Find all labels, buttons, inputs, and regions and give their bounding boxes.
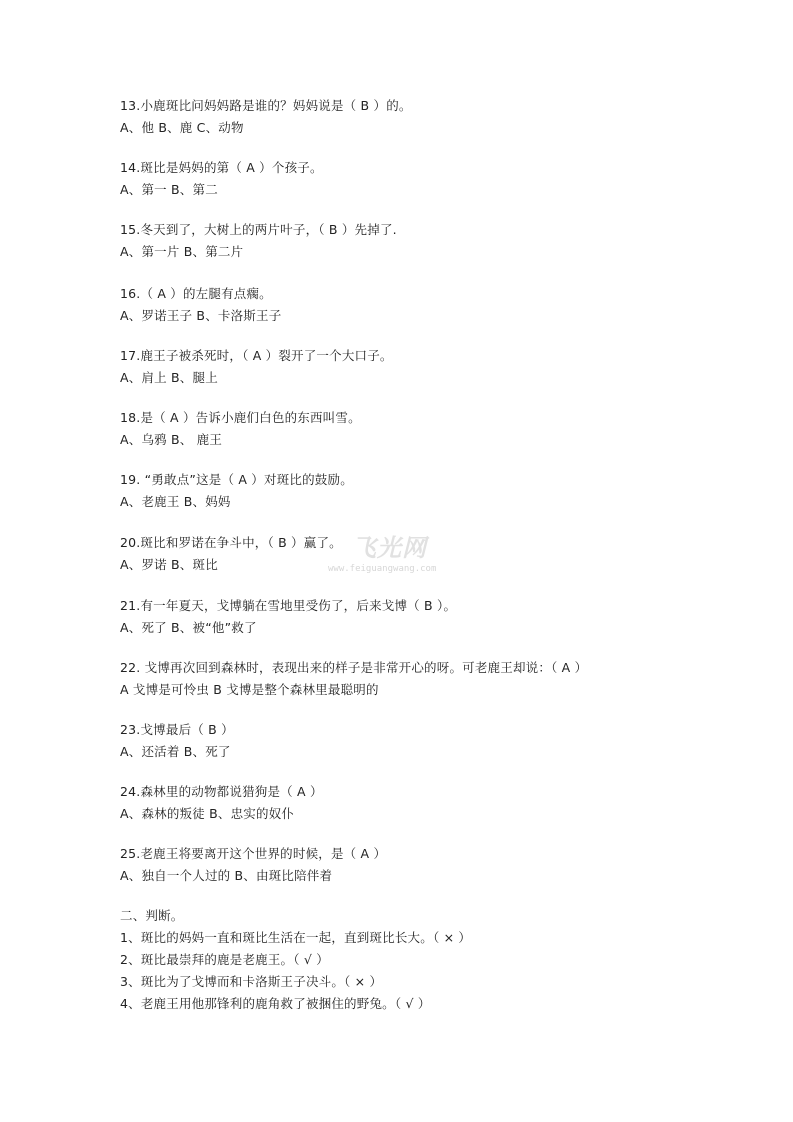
question-22 bbox=[120, 657, 680, 701]
question-17 bbox=[120, 345, 680, 389]
judgment-item: 4、老鹿王用他那锋利的鹿角救了被捆住的野兔。（ √ ） bbox=[120, 996, 431, 1011]
judgment-section bbox=[120, 905, 680, 1015]
question-text: 15.冬天到了，大树上的两片叶子，（ B ）先掉了. bbox=[120, 222, 397, 237]
question-text: 22. 戈博再次回到森林时，表现出来的样子是非常开心的呀。可老鹿王却说：（ A ） bbox=[120, 660, 588, 675]
question-25 bbox=[120, 843, 680, 887]
question-23 bbox=[120, 719, 680, 763]
question-text: 16.（ A ）的左腿有点瘸。 bbox=[120, 286, 272, 301]
question-13 bbox=[120, 95, 680, 139]
question-text: 24.森林里的动物都说猎狗是（ A ） bbox=[120, 784, 323, 799]
question-21 bbox=[120, 595, 680, 639]
question-options: A、肩上 B、腿上 bbox=[120, 370, 218, 385]
question-16 bbox=[120, 283, 680, 327]
question-text: 20.斑比和罗诺在争斗中，（ B ）赢了。 bbox=[120, 535, 342, 550]
question-text: 18.是（ A ）告诉小鹿们白色的东西叫雪。 bbox=[120, 410, 361, 425]
question-options: A、第一 B、第二 bbox=[120, 182, 218, 197]
question-text: 23.戈博最后（ B ） bbox=[120, 722, 234, 737]
question-options: A、死了 B、被“他”救了 bbox=[120, 620, 257, 635]
question-24 bbox=[120, 781, 680, 825]
watermark bbox=[328, 528, 468, 584]
question-options: A、罗诺王子 B、卡洛斯王子 bbox=[120, 308, 282, 323]
question-text: 13.小鹿斑比问妈妈路是谁的？妈妈说是（ B ）的。 bbox=[120, 98, 412, 113]
question-text: 14.斑比是妈妈的第（ A ）个孩子。 bbox=[120, 160, 323, 175]
question-19 bbox=[120, 469, 680, 513]
question-options: A、森林的叛徒 B、忠实的奴仆 bbox=[120, 806, 295, 821]
watermark-url: www.feiguangwang.com bbox=[328, 564, 437, 574]
question-options: A、还活着 B、死了 bbox=[120, 744, 231, 759]
section-heading: 二、判断。 bbox=[120, 908, 184, 923]
question-15 bbox=[120, 219, 680, 263]
judgment-item: 1、斑比的妈妈一直和斑比生活在一起，直到斑比长大。（ × ） bbox=[120, 930, 472, 945]
question-options: A、乌鸦 B、 鹿王 bbox=[120, 432, 223, 447]
judgment-item: 2、斑比最崇拜的鹿是老鹿王。（ √ ） bbox=[120, 952, 329, 967]
question-14 bbox=[120, 157, 680, 201]
question-text: 21.有一年夏天，戈博躺在雪地里受伤了，后来戈博（ B ）。 bbox=[120, 598, 457, 613]
question-options: A、独自一个人过的 B、由斑比陪伴着 bbox=[120, 868, 333, 883]
question-options: A、他 B、鹿 C、动物 bbox=[120, 120, 244, 135]
question-text: 17.鹿王子被杀死时，（ A ）裂开了一个大口子。 bbox=[120, 348, 393, 363]
question-options: A、第一片 B、第二片 bbox=[120, 244, 244, 259]
question-options: A、罗诺 B、斑比 bbox=[120, 557, 218, 572]
question-text: 19. “勇敢点”这是（ A ）对斑比的鼓励。 bbox=[120, 472, 353, 487]
question-text: 25.老鹿王将要离开这个世界的时候，是（ A ） bbox=[120, 846, 387, 861]
question-options: A、老鹿王 B、妈妈 bbox=[120, 494, 231, 509]
question-18 bbox=[120, 407, 680, 451]
watermark-logo: 飞光网 bbox=[352, 534, 427, 562]
question-options: A 戈博是可怜虫 B 戈博是整个森林里最聪明的 bbox=[120, 682, 379, 697]
judgment-item: 3、斑比为了戈博而和卡洛斯王子决斗。（ × ） bbox=[120, 974, 383, 989]
